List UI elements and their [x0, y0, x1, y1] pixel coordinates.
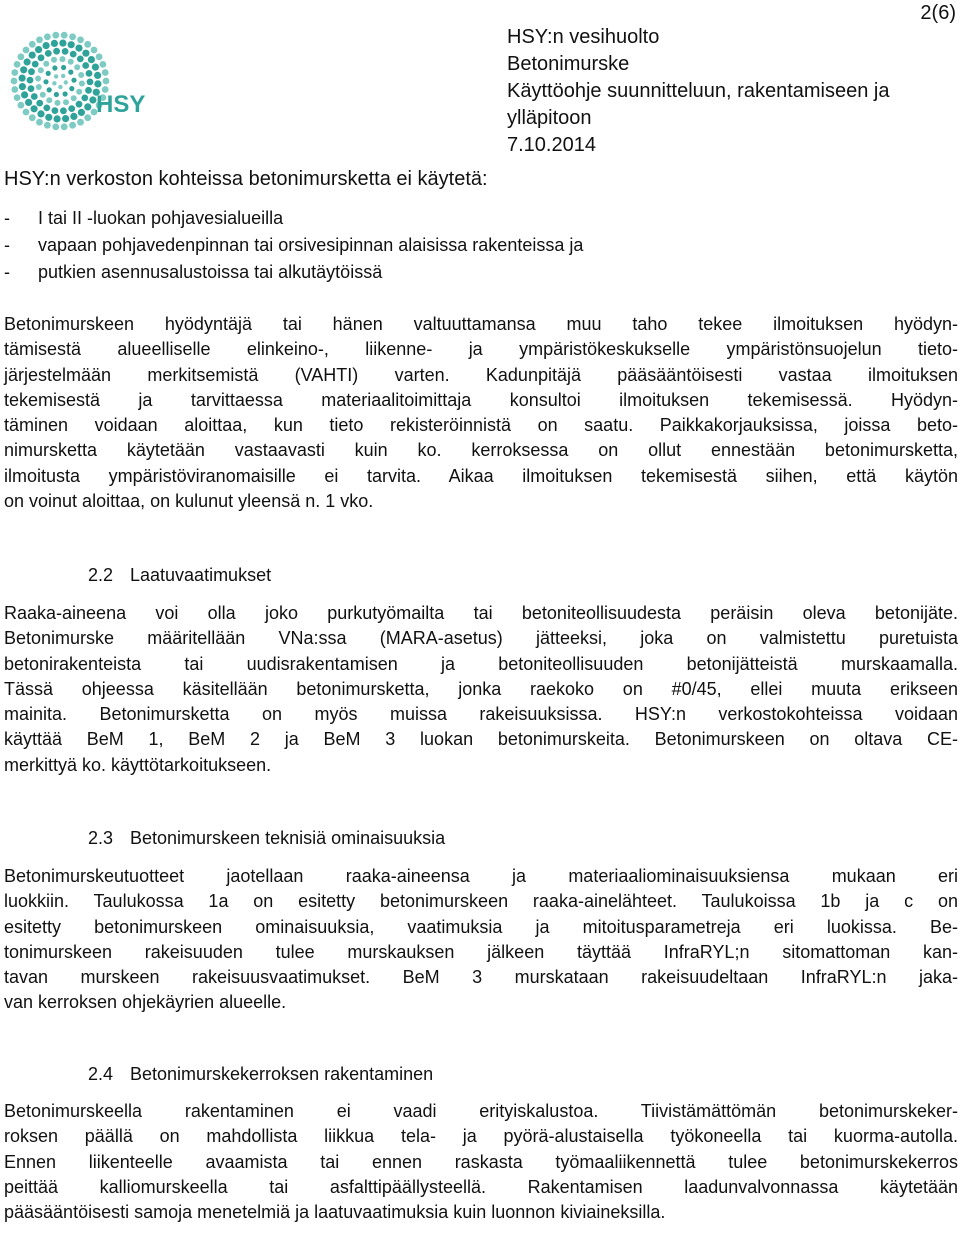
section-2-4-paragraph — [4, 1099, 958, 1225]
paragraph-line: Betonimurskeutuotteet jaotellaan raaka-aineensa ja materiaaliominaisuuksiensa mukaan eri — [4, 866, 958, 886]
paragraph-line: mainita. Betonimursketta on myös muissa rakeisuuksissa. HSY:n verkostokohteissa voidaan — [4, 704, 958, 725]
paragraph-line: järjestelmään merkitsemistä (VAHTI) varten. Kadunpitäjä pääsääntöisesti vastaa ilmoituksen — [4, 364, 958, 385]
paragraph-line: tämisestä alueelliselle elinkeino-, liikenne- ja ympäristökeskukselle ympäristönsuojelun tieto- — [4, 339, 958, 360]
paragraph-line: Ennen liikenteelle avaamista tai ennen raskasta työmaaliikennettä tulee betonimurskekerros — [4, 1151, 958, 1172]
paragraph-line: täminen voidaan aloittaa, kun tieto rekisteröinnistä on saatu. Paikkakorjauksissa, joissa beto- — [4, 415, 958, 436]
paragraph-line: Raaka-aineena voi olla joko purkutyömailta tai betoniteollisuudesta peräisin oleva betonijäte. — [4, 603, 958, 623]
section-heading-2-2: 2.2 Laatuvaatimukset — [88, 565, 272, 585]
paragraph-line: Tässä ohjeessa käsitellään betonimursketta, jonka raekoko on #0/45, ellei muuta erikseen — [4, 678, 958, 699]
paragraph-line: betonirakenteista tai uudisrakentamisen ja betoniteollisuuden betonijätteistä murskaamalla. — [4, 653, 958, 674]
paragraph-line: Betonimurskeella rakentaminen ei vaadi erityiskalustoa. Tiivistämättömän betonimurskeker- — [4, 1101, 958, 1121]
paragraph-line: luokkiin. Taulukossa 1a on esitetty betonimurskeen raaka-ainelähteet. Taulukoissa 1b ja c on — [4, 891, 958, 912]
section-2-3-paragraph — [4, 864, 958, 1016]
paragraph-line: roksen päällä on mahdollista liikkua tela- ja pyörä-alustaisella työkoneella tai kuorma-autolla. — [4, 1126, 958, 1147]
header-title-line2: ylläpitoon — [507, 107, 592, 129]
paragraph-line: tavan murskeen rakeisuusvaatimukset. BeM 3 murskataan rakeisuudeltaan InfraRYL:n jaka- — [4, 967, 958, 988]
hsy-logo — [8, 26, 148, 146]
paragraph-line: pääsääntöisesti samoja menetelmiä ja laatuvaatimuksia kuin luonnon kiviaineksilla. — [4, 1202, 666, 1223]
list-item: - I tai II -luokan pohjavesialueilla — [4, 208, 284, 228]
list-item: - vapaan pohjavedenpinnan tai orsivesipinnan alaisissa rakenteissa ja — [4, 235, 584, 255]
document-header — [507, 24, 957, 159]
intro-heading: HSY:n verkoston kohteissa betonimursketta ei käytetä: — [4, 168, 488, 190]
paragraph-line: Betonimurskeen hyödyntäjä tai hänen valtuuttamansa muu taho tekee ilmoituksen hyödyn- — [4, 314, 958, 334]
intro-bullet-list — [4, 205, 583, 286]
header-title-line1: Käyttöohje suunnitteluun, rakentamiseen ja — [507, 80, 890, 102]
header-org: HSY:n vesihuolto — [507, 26, 660, 48]
paragraph-line: tekemisestä ja tarvittaessa materiaalitoimittaja konsultoi ilmoituksen tekemisessä. Hyödyn- — [4, 389, 958, 410]
section-heading-2-4: 2.4 Betonimurskekerroksen rakentaminen — [88, 1064, 434, 1084]
logo-dots-icon — [11, 32, 110, 130]
paragraph-line: van kerroksen ohjekäyrien alueelle. — [4, 992, 287, 1013]
paragraph-line: tonimurskeen rakeisuuden tulee murskauksen jälkeen täyttää InfraRYL;n sitomattoman kan- — [4, 941, 958, 962]
section-2-2-paragraph — [4, 601, 958, 778]
paragraph-line: esitetty betonimurskeen ominaisuuksia, vaatimuksia ja mitoitusparametreja eri luokissa. Be- — [4, 916, 958, 937]
logo-text: HSY — [96, 91, 146, 118]
section-heading-2-3: 2.3 Betonimurskeen teknisiä ominaisuuksia — [88, 828, 446, 848]
paragraph-line: peittää kalliomurskeella tai asfalttipäällysteellä. Rakentamisen laadunvalvonnassa käytetään — [4, 1176, 958, 1197]
list-item: - putkien asennusalustoissa tai alkutäytöissä — [4, 262, 383, 282]
intro-paragraph — [4, 312, 958, 514]
paragraph-line: ilmoitusta ympäristöviranomaisille ei tarvita. Aikaa ilmoituksen tekemisestä siihen, että käytön — [4, 465, 958, 486]
paragraph-line: käyttää BeM 1, BeM 2 ja BeM 3 luokan betonimurskeita. Betonimurskeen on oltava CE- — [4, 729, 958, 750]
paragraph-line: merkittyä ko. käyttötarkoitukseen. — [4, 754, 272, 775]
header-date: 7.10.2014 — [507, 134, 596, 156]
paragraph-line: on voinut aloittaa, on kulunut yleensä n. 1 vko. — [4, 491, 374, 512]
header-subject: Betonimurske — [507, 53, 630, 75]
paragraph-line: Betonimurske määritellään VNa:ssa (MARA-asetus) jätteeksi, joka on valmistettu puretuista — [4, 628, 958, 649]
paragraph-line: nimursketta käytetään vastaavasti kuin ko. kerroksessa on ollut ennestään betonimursketta, — [4, 440, 958, 461]
page-number: 2(6) — [920, 2, 956, 24]
